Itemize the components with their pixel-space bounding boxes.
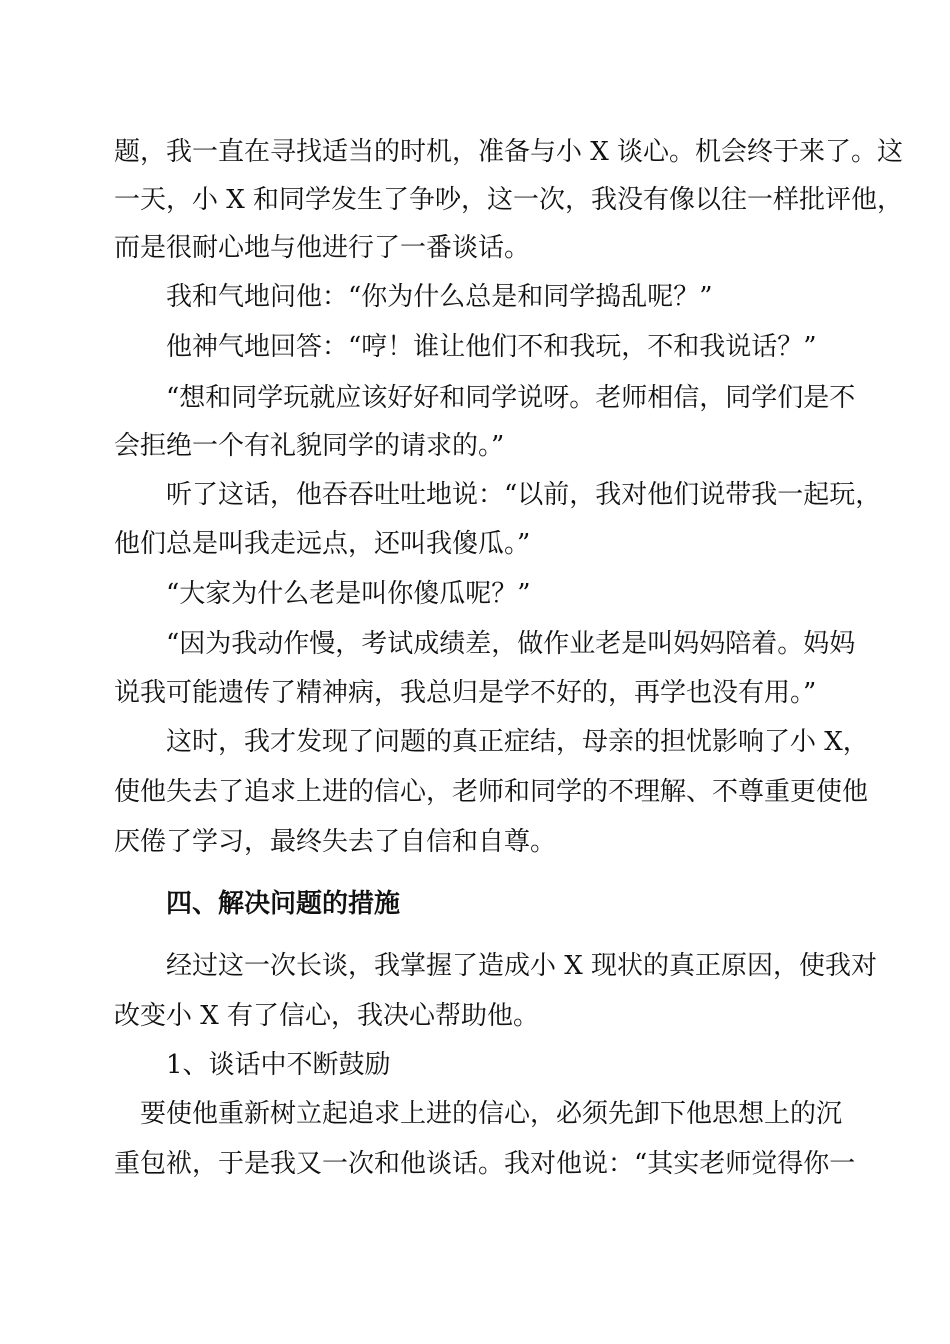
dialogue-line-student-2: 他们总是叫我走远点，还叫我傻瓜。” bbox=[114, 529, 531, 559]
paragraph-line-8: 改变小 X 有了信心，我决心帮助他。 bbox=[114, 1001, 540, 1031]
section-heading: 四、解决问题的措施 bbox=[166, 889, 401, 919]
dialogue-line-student-1: 听了这话，他吞吞吐吐地说：“以前，我对他们说带我一起玩， bbox=[166, 480, 882, 510]
dialogue-line-question: 我和气地问他：“你为什么总是和同学捣乱呢？” bbox=[166, 282, 713, 312]
paragraph-line-1: 题，我一直在寻找适当的时机，准备与小 X 谈心。机会终于来了。这 bbox=[114, 137, 904, 167]
dialogue-line-student-3: “因为我动作慢，考试成绩差，做作业老是叫妈妈陪着。妈妈 bbox=[166, 629, 856, 659]
paragraph-line-7: 经过这一次长谈，我掌握了造成小 X 现状的真正原因，使我对 bbox=[166, 951, 878, 981]
paragraph-line-6: 厌倦了学习，最终失去了自信和自尊。 bbox=[114, 827, 557, 857]
paragraph-line-9: 要使他重新树立起追求上进的信心，必须先卸下他思想上的沉 bbox=[140, 1099, 843, 1129]
paragraph-line-3: 而是很耐心地与他进行了一番谈话。 bbox=[114, 233, 531, 263]
paragraph-line-2: 一天，小 X 和同学发生了争吵，这一次，我没有像以往一样批评他， bbox=[114, 185, 904, 215]
dialogue-line-answer: 他神气地回答：“哼！谁让他们不和我玩，不和我说话？” bbox=[166, 332, 817, 362]
dialogue-line-student-4: 说我可能遗传了精神病，我总归是学不好的，再学也没有用。” bbox=[114, 678, 817, 708]
paragraph-line-10: 重包袱，于是我又一次和他谈话。我对他说：“其实老师觉得你一 bbox=[114, 1149, 856, 1179]
paragraph-line-4: 这时，我才发现了问题的真正症结，母亲的担忧影响了小 X， bbox=[166, 727, 869, 757]
dialogue-line-teacher-2: 会拒绝一个有礼貌同学的请求的。” bbox=[114, 431, 505, 461]
subsection-heading: 1、谈话中不断鼓励 bbox=[166, 1050, 391, 1080]
paragraph-line-5: 使他失去了追求上进的信心，老师和同学的不理解、不尊重更使他 bbox=[114, 777, 869, 807]
dialogue-line-teacher-3: “大家为什么老是叫你傻瓜呢？” bbox=[166, 579, 531, 609]
dialogue-line-teacher-1: “想和同学玩就应该好好和同学说呀。老师相信，同学们是不 bbox=[166, 383, 856, 413]
